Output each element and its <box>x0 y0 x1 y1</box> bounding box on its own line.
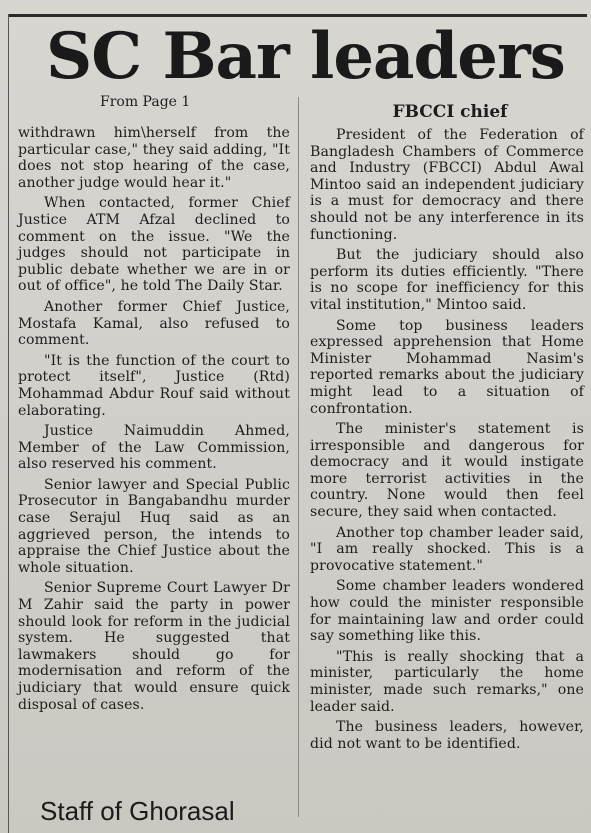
paragraph: Senior Supreme Court Lawyer Dr M Zahir said the party in power should look for reform in the judicial system. He suggested that lawmakers should go for modernisation and reform of the judiciary that would ensure quick disposal of cases. <box>18 580 290 713</box>
right-column <box>310 101 584 756</box>
subhead: FBCCI chief <box>392 102 508 122</box>
paragraph: Another former Chief Justice, Mostafa Kamal, also refused to comment. <box>18 298 290 349</box>
paragraph: Some chamber leaders wondered how could the minister responsible for maintaining law and order could say something like this. <box>310 578 584 645</box>
paragraph: Justice Naimuddin Ahmed, Member of the Law Commission, also reserved his comment. <box>18 423 290 473</box>
byline: Staff of Ghorasal <box>40 796 235 826</box>
paragraph: The minister's statement is irresponsible and dangerous for democracy and it would instigate more terrorist activities in the country. None would then feel secure, they said when contacted. <box>310 421 584 521</box>
paragraph: "This is really shocking that a minister, particularly the home minister, made such remarks," one leader said. <box>310 648 584 715</box>
paragraph: Senior lawyer and Special Public Prosecutor in Bangabandhu murder case Serajul Huq said as an aggrieved person, the intends to appraise the Chief Justice about the whole situation. <box>18 476 290 576</box>
paragraph: withdrawn him\herself from the particular case," they said adding, "It does not stop hearing of the case, another judge would hear it." <box>18 125 290 191</box>
paragraph: "It is the function of the court to protect itself", Justice (Rtd) Mohammad Abdur Rouf said without elaborating. <box>18 352 290 419</box>
paragraph: President of the Federation of Bangladesh Chambers of Commerce and Industry (FBCCI) Abdul Awal Mintoo said an independent judiciary is a must for democracy and there should not be any interference in its functioning. <box>310 127 584 243</box>
paragraph: The business leaders, however, did not want to be identified. <box>310 719 584 752</box>
continuation-label: From Page 1 <box>100 94 191 110</box>
paragraph: When contacted, former Chief Justice ATM Afzal declined to comment on the issue. "We the judges should not participate in public debate whether we are in or out of office", he told The Daily Star. <box>18 195 290 295</box>
top-rule <box>8 14 587 17</box>
left-column <box>18 125 290 717</box>
paragraph: But the judiciary should also perform its duties efficiently. "There is no scope for inefficiency for this vital institution," Mintoo said. <box>310 247 584 313</box>
headline: SC Bar leaders <box>46 19 565 94</box>
column-divider <box>298 97 299 817</box>
paragraph: Some top business leaders expressed apprehension that Home Minister Mohammad Nasim's reported remarks about the judiciary might lead to a situation of confrontation. <box>310 317 584 417</box>
paragraph: Another top chamber leader said, "I am really shocked. This is a provocative statement." <box>310 524 584 574</box>
left-rule <box>8 14 9 833</box>
